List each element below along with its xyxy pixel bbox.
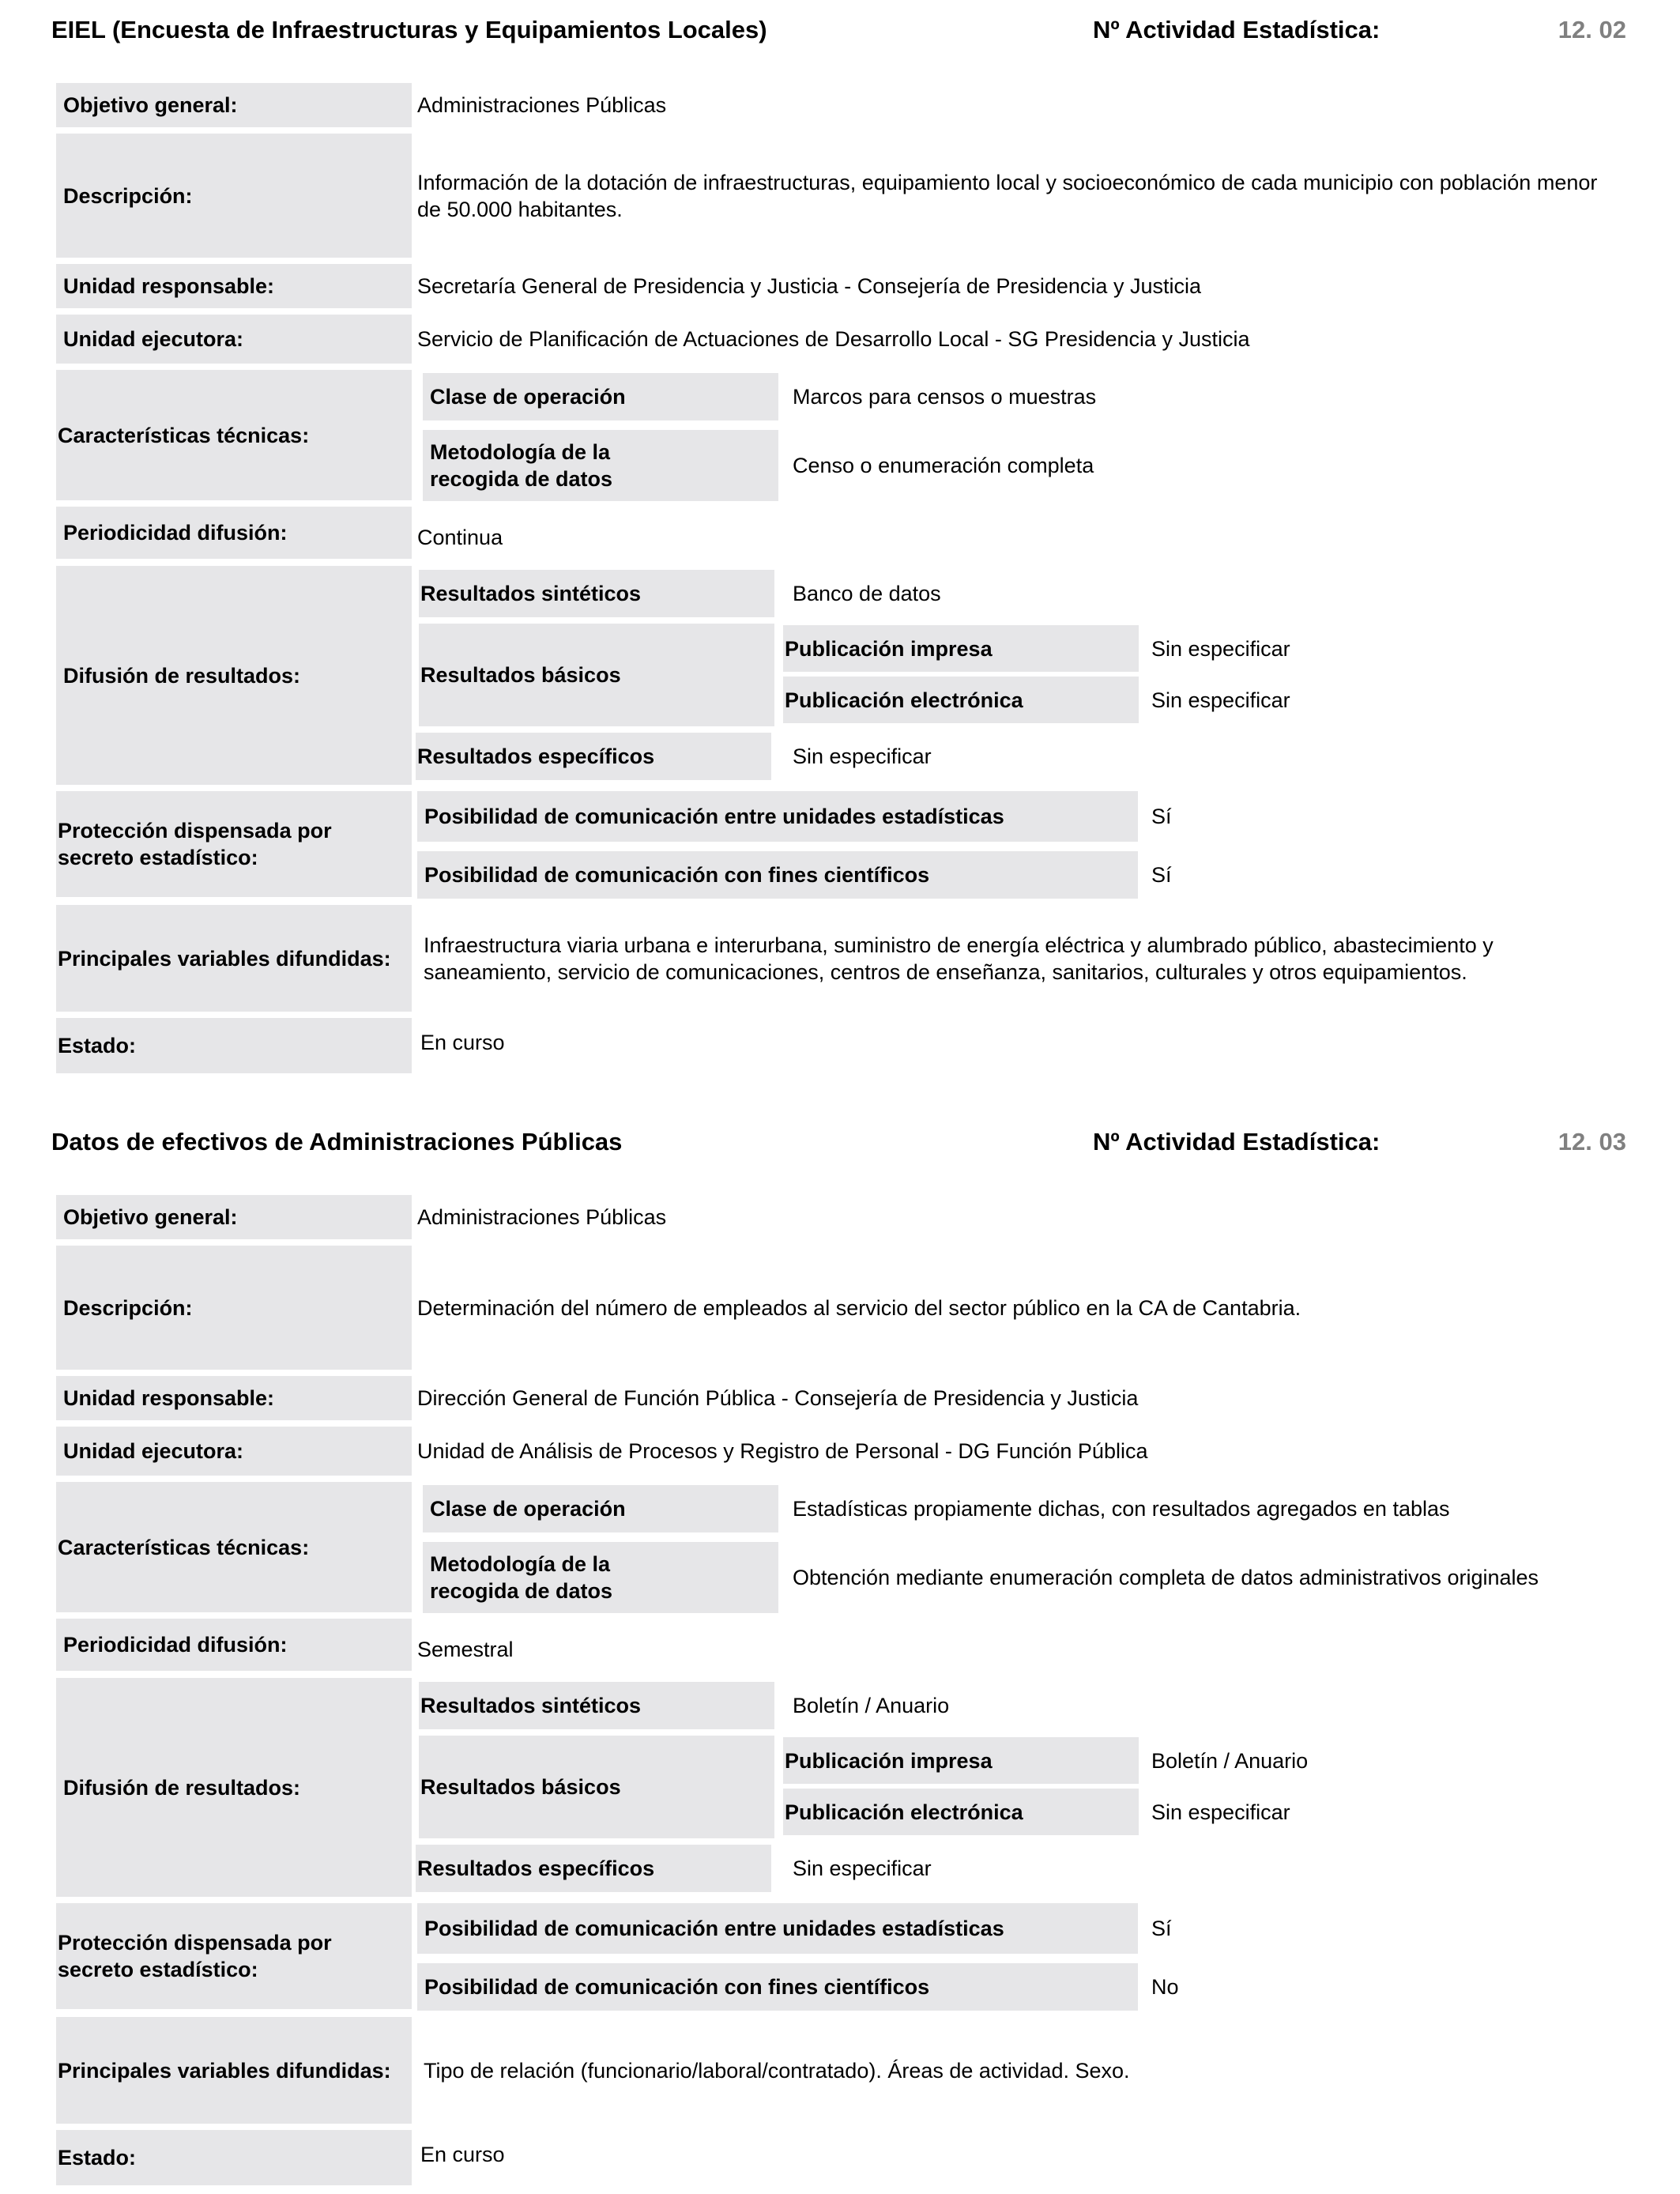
caracteristicas-label-text: Características técnicas: [58,423,310,447]
unidad-responsable-label-text: Unidad responsable: [63,274,275,298]
unidad-ejecutora-value-text: Unidad de Análisis de Procesos y Registro de Personal - DG Función Pública [417,1439,1148,1463]
clase-operacion-value-text: Estadísticas propiamente dichas, con resultados agregados en tablas [793,1497,1450,1521]
clase-operacion-label-text: Clase de operación [430,1497,626,1521]
clase-operacion-value [793,1485,1646,1532]
clase-operacion-label [423,373,778,420]
clase-operacion-value [793,373,1646,420]
impresa-value-text: Boletín / Anuario [1151,1748,1309,1773]
especificos-value [793,733,1646,780]
objetivo-value-text: Administraciones Públicas [417,1205,667,1229]
sinteticos-value-text: Boletín / Anuario [793,1694,950,1717]
difusion-label-text: Difusión de resultados: [63,1775,301,1800]
unidad-responsable-value [417,264,1650,308]
periodicidad-value-text: Semestral [417,1638,514,1661]
com-cientificos-value-text: Sí [1151,863,1172,887]
objetivo-label [56,1195,412,1239]
sinteticos-label-text: Resultados sintéticos [420,1694,642,1717]
impresa-label [783,625,1139,672]
clase-operacion-value-text: Marcos para censos o muestras [793,385,1097,409]
descripcion-value-text: Determinación del número de empleados al servicio del sector público en la CA de Cantabria. [417,1295,1301,1320]
electronica-value-text: Sin especificar [1151,1800,1290,1824]
proteccion-label [56,1903,412,2009]
unidad-ejecutora-value [417,315,1650,364]
variables-value-text: Tipo de relación (funcionario/laboral/contratado). Áreas de actividad. Sexo. [424,2058,1130,2083]
estado-label [56,2130,412,2185]
proteccion-label-text: Protección dispensada por secreto estadístico: [58,1931,332,1981]
especificos-label [416,733,771,780]
difusion-label [56,1678,412,1897]
com-cientificos-value [1151,1963,1625,2011]
metodologia-label-text: Metodología de la recogida de datos [430,1552,613,1603]
activity-number-label: Nº Actividad Estadística: [1093,1128,1381,1155]
sinteticos-label-text: Resultados sintéticos [420,582,642,605]
electronica-label [783,677,1139,723]
com-unidades-label [417,791,1138,842]
unidad-ejecutora-label [56,1427,412,1476]
objetivo-label-text: Objetivo general: [63,1205,238,1229]
caracteristicas-label-text: Características técnicas: [58,1535,310,1559]
periodicidad-label [56,1619,412,1671]
estado-value [420,2130,1653,2179]
unidad-responsable-value [417,1376,1650,1420]
periodicidad-value-text: Continua [417,526,503,549]
sinteticos-value [793,1682,1646,1729]
section-title: EIEL (Encuesta de Infraestructuras y Equipamientos Locales) [51,16,767,43]
com-unidades-label [417,1903,1138,1954]
record-section [0,0,1680,1091]
metodologia-value-text: Obtención mediante enumeración completa de datos administrativos originales [793,1566,1539,1589]
periodicidad-label [56,507,412,559]
variables-label [56,905,412,1012]
objetivo-value [417,1195,1650,1239]
sinteticos-label [419,1682,774,1729]
basicos-label [419,624,774,726]
com-cientificos-label [417,851,1138,899]
especificos-value [793,1845,1646,1892]
clase-operacion-label-text: Clase de operación [430,385,626,409]
clase-operacion-label [423,1485,778,1532]
variables-value [424,905,1625,1012]
com-unidades-value [1151,791,1625,842]
com-cientificos-value [1151,851,1625,899]
proteccion-label [56,791,412,897]
difusion-label [56,566,412,785]
electronica-label-text: Publicación electrónica [785,688,1023,712]
descripcion-value [417,134,1618,258]
basicos-label [419,1736,774,1838]
variables-label-text: Principales variables difundidas: [58,946,391,971]
variables-value-text: Infraestructura viaria urbana e interurbana, suministro de energía eléctrica y alumbrado público, abastecimiento y saneamiento, servicio de comunicaciones, centros de enseñanza, sanitarios, culturales y otros equipamientos. [424,933,1494,984]
periodicidad-label-text: Periodicidad difusión: [63,1633,288,1657]
descripcion-value-text: Información de la dotación de infraestructuras, equipamiento local y socioeconómico de cada municipio con población menor de 50.000 habitantes. [417,170,1598,221]
proteccion-label-text: Protección dispensada por secreto estadístico: [58,819,332,869]
metodologia-label [423,1542,778,1613]
section-title: Datos de efectivos de Administraciones Públicas [51,1128,623,1155]
estado-label-text: Estado: [58,2146,137,2169]
sinteticos-value-text: Banco de datos [793,582,941,605]
descripcion-value [417,1246,1618,1370]
com-unidades-value-text: Sí [1151,1917,1172,1940]
periodicidad-label-text: Periodicidad difusión: [63,521,288,545]
periodicidad-value [417,1623,1650,1676]
unidad-responsable-label [56,264,412,308]
activity-number-label: Nº Actividad Estadística: [1093,16,1381,43]
electronica-value [1151,677,1625,723]
unidad-responsable-value-text: Secretaría General de Presidencia y Justicia - Consejería de Presidencia y Justicia [417,274,1201,298]
unidad-ejecutora-label-text: Unidad ejecutora: [63,327,244,351]
estado-value-text: En curso [420,1031,505,1054]
estado-label [56,1018,412,1073]
variables-label-text: Principales variables difundidas: [58,2058,391,2083]
impresa-label [783,1737,1139,1784]
unidad-ejecutora-value-text: Servicio de Planificación de Actuaciones de Desarrollo Local - SG Presidencia y Justicia [417,327,1250,351]
caracteristicas-label [56,1482,412,1612]
variables-value [424,2017,1625,2124]
difusion-label-text: Difusión de resultados: [63,663,301,688]
com-cientificos-label-text: Posibilidad de comunicación con fines científicos [424,863,930,887]
basicos-label-text: Resultados básicos [420,1775,621,1799]
variables-label [56,2017,412,2124]
especificos-value-text: Sin especificar [793,745,932,768]
objetivo-value-text: Administraciones Públicas [417,93,667,117]
activity-number: 12. 03 [1558,1128,1626,1155]
com-cientificos-label [417,1963,1138,2011]
especificos-label-text: Resultados específicos [417,1857,655,1880]
sinteticos-value [793,570,1646,617]
record-section [0,1112,1680,2194]
metodologia-label [423,430,778,501]
unidad-ejecutora-value [417,1427,1650,1476]
metodologia-value [793,1542,1646,1613]
impresa-label-text: Publicación impresa [785,1748,993,1773]
com-unidades-value [1151,1903,1625,1954]
electronica-value-text: Sin especificar [1151,688,1290,712]
activity-number: 12. 02 [1558,16,1626,43]
com-unidades-label-text: Posibilidad de comunicación entre unidades estadísticas [424,805,1004,828]
descripcion-label-text: Descripción: [63,183,193,208]
unidad-responsable-label-text: Unidad responsable: [63,1386,275,1410]
com-unidades-value-text: Sí [1151,805,1172,828]
basicos-label-text: Resultados básicos [420,663,621,687]
metodologia-label-text: Metodología de la recogida de datos [430,440,613,491]
unidad-ejecutora-label [56,315,412,364]
electronica-value [1151,1789,1625,1835]
unidad-responsable-value-text: Dirección General de Función Pública - Consejería de Presidencia y Justicia [417,1386,1139,1410]
objetivo-label [56,83,412,127]
descripcion-label [56,134,412,258]
estado-label-text: Estado: [58,1034,137,1057]
periodicidad-value [417,511,1650,564]
descripcion-label [56,1246,412,1370]
metodologia-value [793,430,1646,501]
especificos-value-text: Sin especificar [793,1857,932,1880]
impresa-value [1151,1737,1625,1784]
metodologia-value-text: Censo o enumeración completa [793,454,1094,477]
sinteticos-label [419,570,774,617]
electronica-label [783,1789,1139,1835]
descripcion-label-text: Descripción: [63,1295,193,1320]
impresa-value [1151,625,1625,672]
impresa-label-text: Publicación impresa [785,636,993,661]
especificos-label [416,1845,771,1892]
electronica-label-text: Publicación electrónica [785,1800,1023,1824]
especificos-label-text: Resultados específicos [417,745,655,768]
estado-value [420,1018,1653,1067]
estado-value-text: En curso [420,2143,505,2166]
caracteristicas-label [56,370,412,500]
com-cientificos-value-text: No [1151,1975,1179,1999]
objetivo-label-text: Objetivo general: [63,93,238,117]
unidad-responsable-label [56,1376,412,1420]
com-cientificos-label-text: Posibilidad de comunicación con fines científicos [424,1975,930,1999]
objetivo-value [417,83,1650,127]
unidad-ejecutora-label-text: Unidad ejecutora: [63,1439,244,1463]
impresa-value-text: Sin especificar [1151,636,1290,661]
com-unidades-label-text: Posibilidad de comunicación entre unidades estadísticas [424,1917,1004,1940]
